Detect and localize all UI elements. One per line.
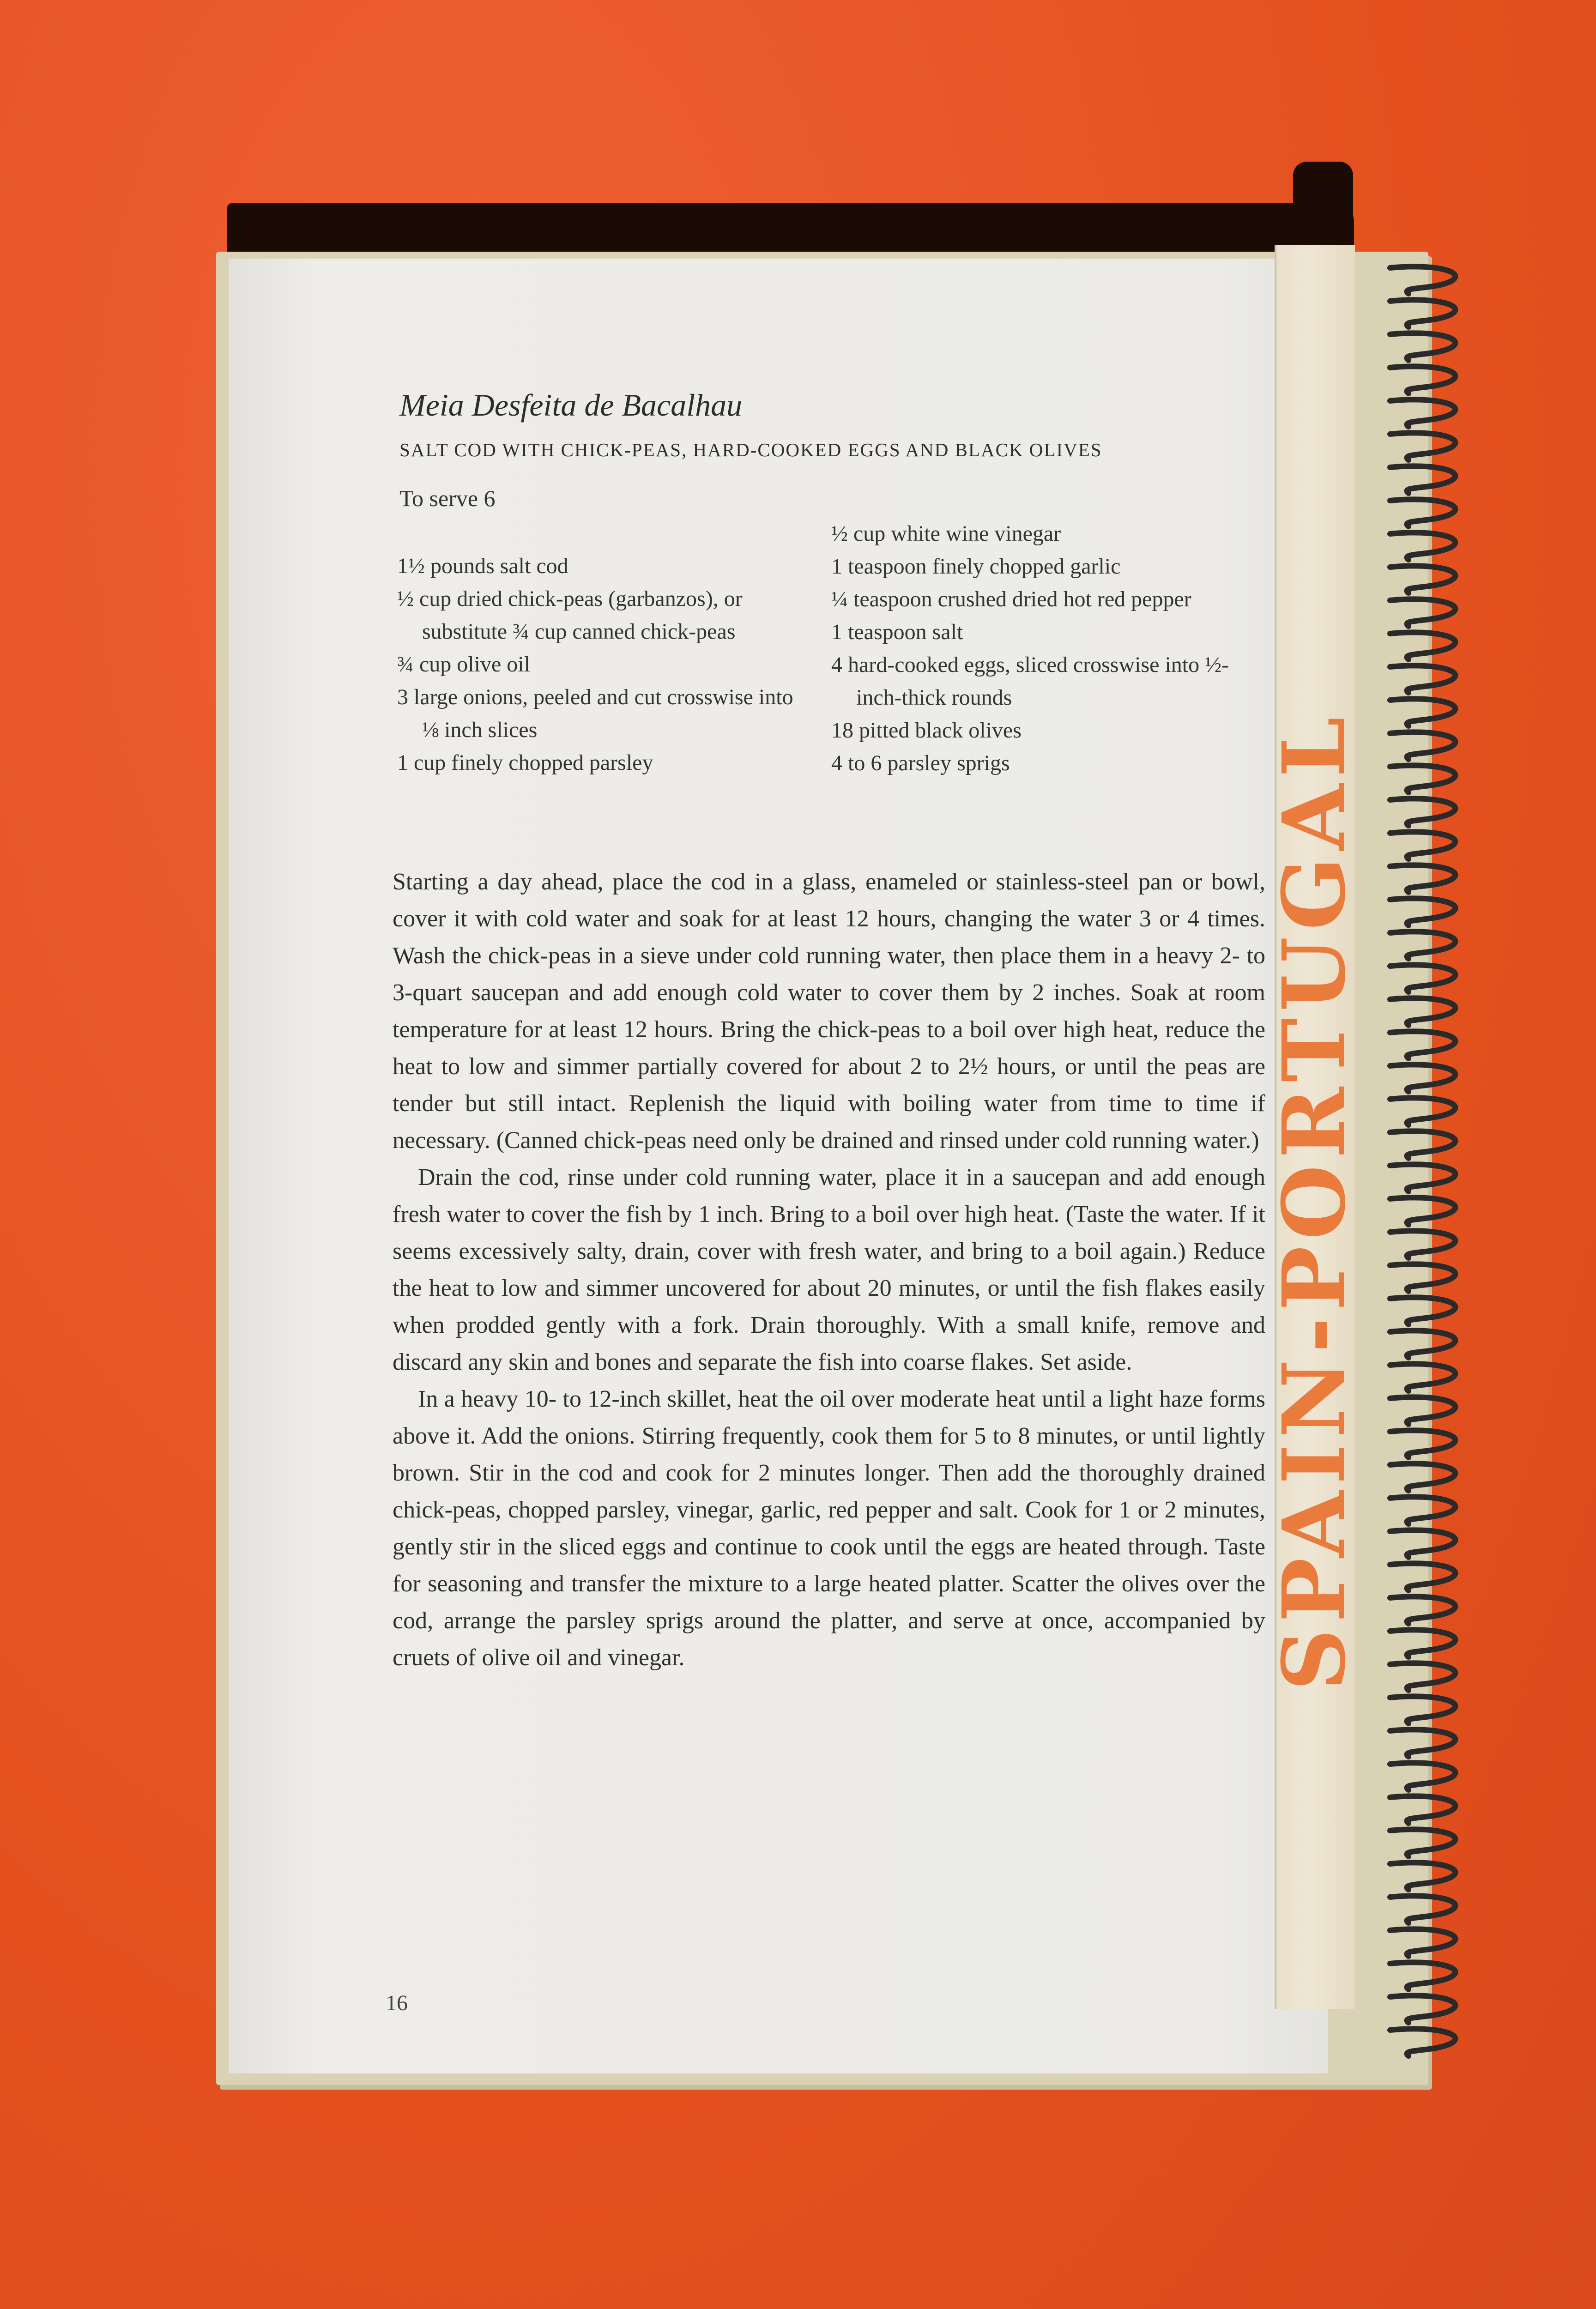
spiral-coil — [1390, 1862, 1455, 1890]
recipe-subtitle: SALT COD WITH CHICK-PEAS, HARD-COOKED EGGS AND BLACK OLIVES — [399, 439, 1102, 460]
spiral-coil — [1390, 1630, 1455, 1657]
spiral-coil — [1390, 366, 1455, 393]
spiral-coil — [1390, 1530, 1455, 1557]
spiral-coil — [1390, 532, 1455, 560]
ingredients-left — [397, 550, 813, 779]
spiral-coil — [1390, 1430, 1455, 1457]
spiral-coil — [1390, 1463, 1455, 1491]
spiral-coil — [1390, 1164, 1455, 1191]
ingredient-item: 3 large onions, peeled and cut crosswise into ⅛ inch slices — [397, 685, 793, 742]
spiral-coil — [1390, 898, 1455, 925]
spiral-coil — [1390, 1896, 1455, 1923]
spiral-coil — [1390, 931, 1455, 959]
spiral-coil — [1390, 832, 1455, 859]
spiral-coil — [1390, 1098, 1455, 1125]
spiral-coil — [1390, 266, 1455, 294]
spiral-coil — [1390, 1397, 1455, 1424]
spiral-coil — [1390, 1929, 1455, 1956]
spiral-coil — [1390, 1696, 1455, 1723]
spiral-coil — [1390, 599, 1455, 626]
spiral-coil — [1390, 1962, 1455, 1989]
book-tab-shadow — [1293, 162, 1353, 245]
spiral-coil — [1390, 1829, 1455, 1856]
spiral-coil — [1390, 1231, 1455, 1258]
spiral-coil — [1390, 566, 1455, 593]
spiral-coil — [1390, 1563, 1455, 1590]
ingredients-right — [831, 517, 1247, 780]
instruction-paragraph: In a heavy 10- to 12-inch skillet, heat the oil over moderate heat until a light haze forms above it. Add the onions. Stirring frequently, cook them for 5 to 8 minutes, or until lightly brown. Stir in the cod and cook for 2 minutes longer. Then add the thoroughly drained chick-peas, chopped parsley, vinegar, garlic, red pepper and salt. Cook for 1 or 2 minutes, gently stir in the sliced eggs and continue to cook until the eggs are heated through. Taste for seasoning and transfer the mixture to a large heated platter. Scatter the olives over the cod, arrange the parsley sprigs around the platter, and serve at once, accompanied by cruets of olive oil and vinegar. — [393, 1386, 1265, 1671]
servings: To serve 6 — [399, 485, 496, 511]
spiral-coil — [1390, 998, 1455, 1025]
ingredient-item: ½ cup dried chick-peas (garbanzos), or substitute ¾ cup canned chick-peas — [397, 586, 743, 644]
ingredient-item: 1½ pounds salt cod — [397, 554, 568, 578]
spiral-coil — [1390, 466, 1455, 493]
spiral-coil — [1390, 1763, 1455, 1790]
ingredient-item: ¼ teaspoon crushed dried hot red pepper — [831, 587, 1191, 611]
book-cover-shadow — [227, 203, 1354, 259]
recipe-title: Meia Desfeita de Bacalhau — [399, 387, 743, 423]
page-number: 16 — [386, 1991, 408, 2015]
index-tab-label: SPAIN-PORTUGAL — [1263, 710, 1365, 1691]
ingredient-item: 1 teaspoon finely chopped garlic — [831, 554, 1121, 579]
ingredient-item: 1 cup finely chopped parsley — [397, 750, 653, 775]
spiral-coil — [1390, 1197, 1455, 1225]
spiral-coil — [1390, 632, 1455, 659]
spiral-coil — [1390, 1729, 1455, 1757]
spiral-coil — [1390, 1064, 1455, 1092]
spiral-coil — [1390, 965, 1455, 992]
instruction-paragraph: Starting a day ahead, place the cod in a glass, enameled or stainless-steel pan or bowl, cover it with cold water and soak for at least 12 hours, changing the water 3 or 4 times. Wash the chick-peas in a sieve under cold running water, then place them in a heavy 2- to 3-quart saucepan and add enough cold water to cover them by 2 inches. Soak at room temperature for at least 12 hours. Bring the chick-peas to a boil over high heat, reduce the heat to low and simmer partially covered for about 2 to 2½ hours, or until the peas are tender but still intact. Replenish the liquid with boiling water from time to time if necessary. (Canned chick-peas need only be drained and rinsed under cold running water.) — [393, 869, 1265, 1154]
spiral-coil — [1390, 1031, 1455, 1058]
ingredient-item: 4 hard-cooked eggs, sliced crosswise into ½-inch-thick rounds — [831, 653, 1229, 710]
spiral-coil — [1390, 1297, 1455, 1324]
ingredient-item: 1 teaspoon salt — [831, 620, 963, 644]
spiral-coil — [1390, 732, 1455, 759]
spiral-coil — [1390, 699, 1455, 726]
spiral-coil — [1390, 1264, 1455, 1291]
spiral-coil — [1390, 499, 1455, 526]
spiral-coil — [1390, 1596, 1455, 1624]
spiral-coil — [1390, 333, 1455, 360]
spiral-coil — [1390, 798, 1455, 826]
ingredient-item: 18 pitted black olives — [831, 718, 1022, 743]
spiral-binding-icon — [1381, 259, 1473, 2060]
spiral-coil — [1390, 765, 1455, 792]
ingredient-item: 4 to 6 parsley sprigs — [831, 751, 1010, 775]
spiral-coil — [1390, 1663, 1455, 1690]
spiral-coil — [1390, 399, 1455, 427]
instruction-paragraph: Drain the cod, rinse under cold running water, place it in a saucepan and add enough fresh water to cover the fish by 1 inch. Bring to a boil over high heat. (Taste the water. If it seems excessively salty, drain, cover with fresh water, and bring to a boil again.) Reduce the heat to low and simmer uncovered for about 20 minutes, or until the fish flakes easily when prodded gently with a fork. Drain thoroughly. With a small knife, remove and discard any skin and bones and separate the fish into coarse flakes. Set aside. — [393, 1164, 1265, 1375]
spiral-coil — [1390, 1330, 1455, 1358]
spiral-coil — [1390, 1131, 1455, 1158]
spiral-coil — [1390, 1364, 1455, 1391]
recipe-instructions — [393, 864, 1265, 1676]
spiral-coil — [1390, 665, 1455, 693]
spiral-coil — [1390, 1995, 1455, 2023]
spiral-coil — [1390, 433, 1455, 460]
spiral-coil — [1390, 300, 1455, 327]
spiral-coil — [1390, 1497, 1455, 1524]
spiral-coil — [1390, 865, 1455, 892]
spiral-coil — [1390, 2029, 1455, 2056]
ingredient-item: ½ cup white wine vinegar — [831, 521, 1061, 546]
spiral-coil — [1390, 1796, 1455, 1823]
ingredient-item: ¾ cup olive oil — [397, 652, 530, 677]
